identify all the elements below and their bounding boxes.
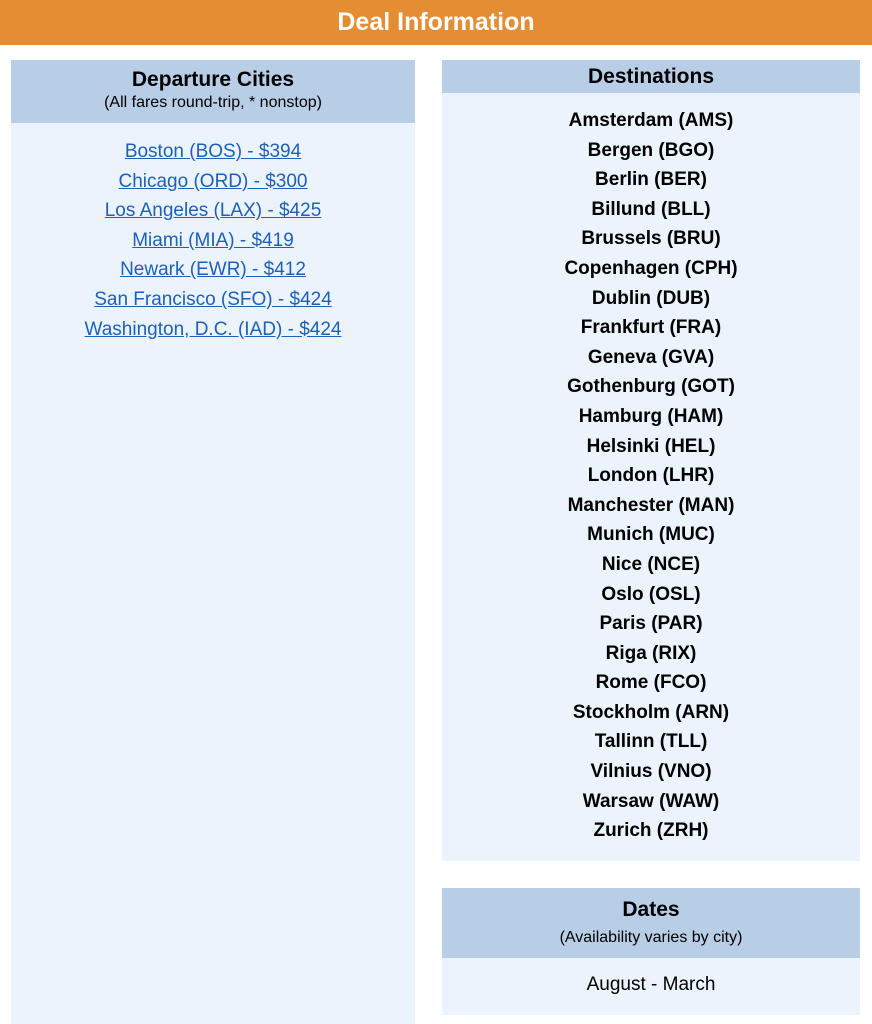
list-item (11, 285, 415, 315)
destination-item: Frankfurt (FRA) (580, 317, 722, 339)
departure-city-link[interactable]: Newark (EWR) - $412 (120, 259, 306, 281)
destination-item: Helsinki (HEL) (586, 435, 716, 457)
destination-item: Oslo (OSL) (601, 583, 701, 605)
destination-item: Amsterdam (AMS) (568, 110, 734, 131)
departure-city-link[interactable]: Boston (BOS) - $394 (124, 141, 302, 162)
departure-cities-subtitle: (All fares round-trip, * nonstop) (104, 94, 322, 111)
destination-item: Dublin (DUB) (591, 287, 711, 309)
list-item (11, 196, 415, 226)
destination-item: Brussels (BRU) (581, 228, 721, 250)
list-item (11, 167, 415, 197)
destination-item: Gothenburg (GOT) (567, 376, 735, 398)
departure-city-link[interactable]: San Francisco (SFO) - $424 (94, 288, 332, 310)
destination-item: Geneva (GVA) (587, 346, 715, 368)
departure-cities-title: Departure Cities (131, 68, 295, 91)
destinations-panel (442, 60, 860, 861)
page-title: Deal Information (337, 8, 535, 36)
departure-city-link[interactable]: Los Angeles (LAX) - $425 (104, 200, 322, 222)
destination-item: Riga (RIX) (605, 642, 697, 664)
dates-panel (442, 888, 860, 1015)
destination-item: Munich (MUC) (587, 524, 715, 546)
list-item (11, 137, 415, 167)
list-item (11, 226, 415, 256)
destination-item: London (LHR) (587, 465, 715, 487)
departure-city-link[interactable]: Chicago (ORD) - $300 (118, 170, 308, 192)
departure-city-link[interactable]: Washington, D.C. (IAD) - $424 (84, 318, 342, 340)
destination-item: Bergen (BGO) (587, 139, 715, 161)
list-item (11, 315, 415, 345)
destination-item: Nice (NCE) (601, 553, 701, 575)
deal-information-header (0, 0, 872, 45)
destination-item: Manchester (MAN) (567, 494, 735, 516)
destination-item: Rome (FCO) (595, 672, 707, 694)
departure-city-list (11, 123, 415, 344)
destination-item: Warsaw (WAW) (582, 790, 720, 812)
destination-item: Zurich (ZRH) (593, 820, 709, 842)
destination-item: Paris (PAR) (599, 613, 703, 635)
departure-cities-header (11, 60, 415, 123)
destination-item: Tallinn (TLL) (594, 731, 708, 753)
destination-item: Berlin (BER) (595, 169, 707, 191)
destination-item: Copenhagen (CPH) (564, 257, 738, 279)
destination-item: Billund (BLL) (591, 198, 711, 220)
departure-city-link[interactable]: Miami (MIA) - $419 (132, 229, 294, 251)
dates-header (442, 888, 860, 958)
destination-item: Stockholm (ARN) (572, 701, 730, 723)
dates-title: Dates (622, 898, 680, 921)
dates-subtitle: (Availability varies by city) (559, 929, 743, 946)
destinations-header: Destinations (442, 60, 860, 93)
destination-item: Vilnius (VNO) (590, 761, 712, 783)
dates-value: August - March (586, 974, 716, 995)
destination-list (442, 93, 860, 846)
list-item (11, 255, 415, 285)
departure-cities-panel (11, 60, 415, 1024)
destination-item: Hamburg (HAM) (578, 405, 724, 427)
